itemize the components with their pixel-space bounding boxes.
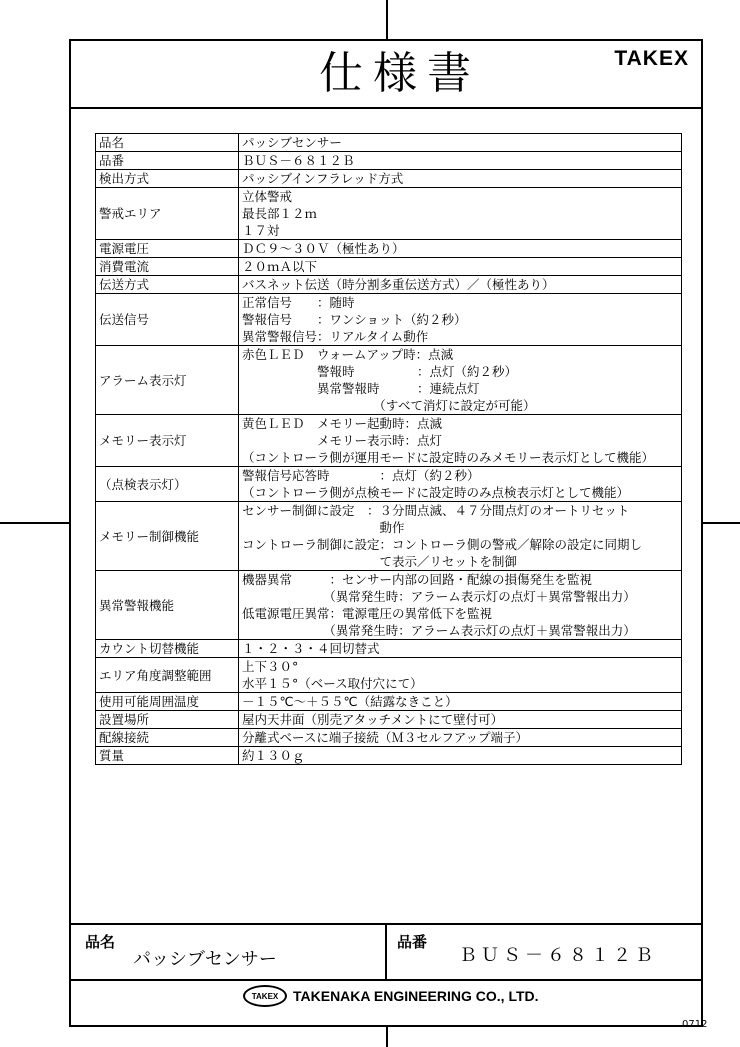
spec-value-line: （コントローラ側が点検モードに設定時のみ点検表示灯として機能） — [242, 485, 630, 500]
spec-row — [96, 276, 682, 294]
footer-name-value: パッシブセンサー — [133, 949, 277, 970]
spec-value — [239, 502, 682, 571]
spec-value-line: １７対 — [242, 223, 280, 238]
spec-value-line: パッシブセンサー — [242, 135, 342, 150]
spec-value-line: （異常発生時：アラーム表示灯の点灯＋異常警報出力） — [242, 623, 636, 638]
spec-value-line: センサー制御に設定 ：３分間点滅、４７分間点灯のオートリセット — [242, 503, 630, 518]
company-block — [243, 985, 539, 1007]
spec-value-line: て表示／リセットを制御 — [242, 554, 517, 569]
spec-value — [239, 188, 682, 240]
spec-row — [96, 170, 682, 188]
spec-row — [96, 640, 682, 658]
spec-value — [239, 729, 682, 747]
spec-value — [239, 170, 682, 188]
spec-label: 品番 — [96, 152, 239, 170]
spec-value — [239, 467, 682, 502]
spec-value — [239, 693, 682, 711]
spec-value-line: （コントローラ側が運用モードに設定時のみメモリー表示灯として機能） — [242, 450, 655, 465]
spec-table — [95, 133, 682, 765]
spec-value-line: 赤色ＬＥＤ ウォームアップ時：点滅 — [242, 347, 454, 362]
spec-value-line: 正常信号 ：随時 — [242, 295, 355, 310]
spec-row — [96, 467, 682, 502]
spec-value-line: 警報信号応答時 ：点灯（約２秒） — [242, 468, 480, 483]
page-title: 仕様書 — [319, 48, 481, 99]
spec-value-line: バスネット伝送（時分割多重伝送方式）／（極性あり） — [242, 277, 555, 292]
spec-label: 伝送方式 — [96, 276, 239, 294]
spec-value — [239, 294, 682, 346]
spec-row — [96, 658, 682, 693]
spec-row — [96, 188, 682, 240]
spec-label: 使用可能周囲温度 — [96, 693, 239, 711]
spec-label: アラーム表示灯 — [96, 346, 239, 415]
spec-value — [239, 571, 682, 640]
spec-value — [239, 346, 682, 415]
spec-value — [239, 258, 682, 276]
crop-mark-right — [703, 522, 740, 524]
spec-value-line: 分離式ベースに端子接続（Ｍ３セルフアップ端子） — [242, 730, 529, 745]
spec-label: メモリー制御機能 — [96, 502, 239, 571]
spec-label: メモリー表示灯 — [96, 415, 239, 467]
brand-logo: TAKEX — [614, 47, 689, 70]
spec-value-line: 動作 — [242, 520, 405, 535]
spec-value-line: 警報信号 ：ワンショット（約２秒） — [242, 312, 467, 327]
spec-label: エリア角度調整範囲 — [96, 658, 239, 693]
spec-value — [239, 640, 682, 658]
spec-label: 検出方式 — [96, 170, 239, 188]
spec-label: 配線接続 — [96, 729, 239, 747]
spec-label: 消費電流 — [96, 258, 239, 276]
spec-row — [96, 747, 682, 765]
spec-label: （点検表示灯） — [96, 467, 239, 502]
company-logo: TAKEX — [243, 985, 287, 1007]
spec-value-line: 異常警報時 ：連続点灯 — [242, 381, 480, 396]
spec-row — [96, 134, 682, 152]
crop-mark-bottom — [386, 1027, 388, 1047]
spec-value-line: 上下３０° — [242, 659, 299, 674]
footer-code-value: ＢＵＳ－６８１２Ｂ — [459, 945, 657, 966]
spec-value-line: ＤＣ９～３０Ｖ（極性あり） — [242, 241, 405, 256]
spec-value — [239, 747, 682, 765]
spec-row — [96, 571, 682, 640]
company-name: TAKENAKA ENGINEERING CO., LTD. — [293, 988, 539, 1004]
spec-label: 設置場所 — [96, 711, 239, 729]
spec-value — [239, 134, 682, 152]
spec-row — [96, 729, 682, 747]
spec-value-line: （すべて消灯に設定が可能） — [242, 398, 536, 413]
crop-mark-left — [0, 522, 69, 524]
footer-product-row — [71, 923, 701, 981]
spec-value-line: 機器異常 ：センサー内部の回路・配線の損傷発生を監視 — [242, 572, 593, 587]
spec-label: 警戒エリア — [96, 188, 239, 240]
spec-value-line: 屋内天井面（別売アタッチメントにて壁付可） — [242, 712, 504, 727]
spec-value — [239, 658, 682, 693]
spec-row — [96, 152, 682, 170]
spec-value-line: パッシブインフラレッド方式 — [242, 171, 404, 186]
spec-value-line: －１５℃～＋５５℃（結露なきこと） — [242, 694, 458, 709]
spec-value-line: １・２・３・４回切替式 — [242, 641, 380, 656]
spec-value-line: 黄色ＬＥＤ メモリー起動時：点滅 — [242, 416, 443, 431]
spec-value-line: 低電源電圧異常：電源電圧の異常低下を監視 — [242, 606, 493, 621]
spec-value-line: 最長部１２ｍ — [242, 206, 318, 221]
title-band — [71, 41, 701, 109]
spec-value-line: 立体警戒 — [242, 189, 293, 204]
spec-value-line: （異常発生時：アラーム表示灯の点灯＋異常警報出力） — [242, 589, 636, 604]
spec-value-line: 異常警報信号：リアルタイム動作 — [242, 329, 429, 344]
footer-name-label: 品名 — [85, 933, 116, 951]
spec-row — [96, 294, 682, 346]
spec-label: 異常警報機能 — [96, 571, 239, 640]
spec-value-line: 水平１５°（ベース取付穴にて） — [242, 676, 423, 691]
spec-label: 電源電圧 — [96, 240, 239, 258]
spec-label: 質量 — [96, 747, 239, 765]
footer-code-label: 品番 — [397, 933, 428, 951]
spec-row — [96, 711, 682, 729]
document-number: 0712 — [682, 1019, 708, 1030]
spec-row — [96, 240, 682, 258]
spec-value-line: メモリー表示時：点灯 — [242, 433, 443, 448]
spec-row — [96, 258, 682, 276]
spec-label: カウント切替機能 — [96, 640, 239, 658]
spec-value — [239, 240, 682, 258]
spec-row — [96, 693, 682, 711]
spec-value-line: 約１３０ｇ — [242, 748, 305, 763]
spec-row — [96, 502, 682, 571]
spec-row — [96, 346, 682, 415]
spec-sheet-frame — [69, 39, 708, 1030]
spec-value-line: コントローラ制御に設定：コントローラ側の警戒／解除の設定に同期し — [242, 537, 643, 552]
spec-value-line: ＢＵＳ－６８１２Ｂ — [242, 153, 355, 168]
spec-value-line: 警報時 ：点灯（約２秒） — [242, 364, 518, 379]
crop-mark-top — [386, 0, 388, 39]
spec-value-line: ２０ｍＡ以下 — [242, 259, 318, 274]
spec-value — [239, 711, 682, 729]
spec-value — [239, 276, 682, 294]
spec-value — [239, 152, 682, 170]
spec-label: 品名 — [96, 134, 239, 152]
spec-row — [96, 415, 682, 467]
spec-label: 伝送信号 — [96, 294, 239, 346]
footer-divider — [385, 925, 387, 979]
spec-value — [239, 415, 682, 467]
